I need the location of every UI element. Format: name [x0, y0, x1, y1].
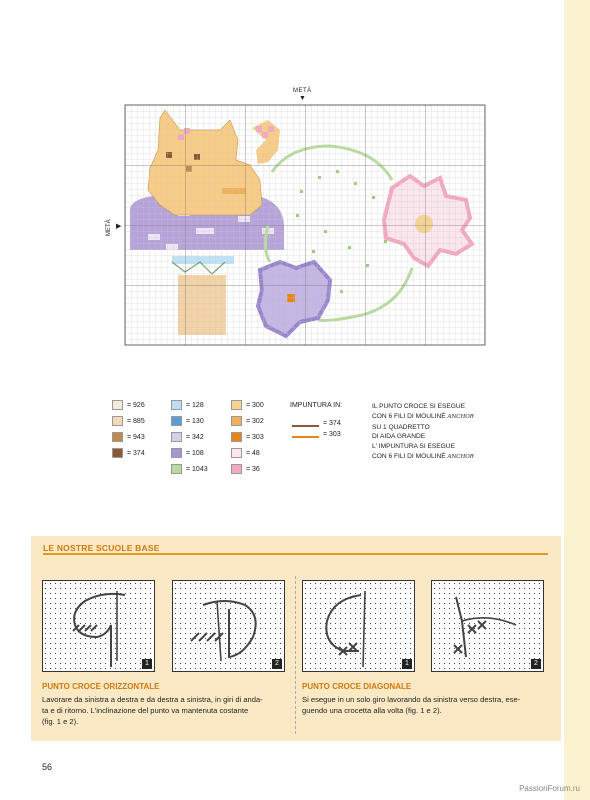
note-line: L' IMPUNTURA SI ESEGUE [372, 443, 455, 451]
color-swatch [171, 432, 182, 442]
horizontal-stitch-title: PUNTO CROCE ORIZZONTALE [42, 682, 160, 691]
figure-number: 2 [531, 659, 541, 669]
diagonal-stitch-title: PUNTO CROCE DIAGONALE [302, 682, 412, 691]
horizontal-stitch-text: Lavorare da sinistra a destra e da destra a sinistra, in giri di anda- ta e di ritorno. L'inclinazione del punto va mantenuta costante (fig. 1 e 2). [42, 695, 263, 726]
center-marker-left: METÀ [106, 219, 112, 236]
color-swatch [231, 432, 242, 442]
color-swatch [171, 416, 182, 426]
legend-item: = 1043 [171, 464, 208, 474]
stitch-diagram [432, 581, 545, 673]
cross-stitch-pattern [0, 0, 590, 360]
legend-item: = 374 [112, 448, 145, 458]
color-swatch [231, 416, 242, 426]
note-line: SU 1 QUADRETTO [372, 423, 430, 431]
legend-item: = 128 [171, 400, 204, 410]
figure-diagonal-1 [302, 580, 415, 672]
section-rule [43, 553, 548, 555]
anchor-logo: ANCHOR [447, 413, 474, 420]
anchor-logo: ANCHOR [447, 453, 474, 460]
backstitch-line [292, 425, 319, 427]
column-divider [295, 576, 296, 734]
color-swatch [112, 432, 123, 442]
figure-horizontal-1 [42, 580, 155, 672]
note-line: DI AIDA GRANDE [372, 433, 426, 441]
legend-item: = 342 [171, 432, 204, 442]
figure-number: 1 [402, 659, 412, 669]
color-swatch [231, 400, 242, 410]
note-line: IL PUNTO CROCE SI ESEGUE [372, 403, 466, 410]
right-arrow-icon: ▶ [116, 223, 122, 230]
watermark: PassionForum.ru [519, 784, 580, 793]
stitch-diagram [43, 581, 156, 673]
color-swatch [231, 448, 242, 458]
color-swatch [112, 448, 123, 458]
center-marker-top: METÀ [293, 88, 312, 94]
color-swatch [231, 464, 242, 474]
legend-item: = 130 [171, 416, 204, 426]
down-arrow-icon: ▼ [299, 95, 306, 102]
color-swatch [112, 416, 123, 426]
figure-diagonal-2 [431, 580, 544, 672]
backstitch-line [292, 436, 319, 438]
stitch-instructions [372, 402, 474, 463]
legend-item: = 36 [231, 464, 260, 474]
note-line: CON 6 FILI DI MOULINÈ ANCHOR [372, 412, 474, 420]
legend-item: = 303 [231, 432, 264, 442]
legend-item: = 885 [112, 416, 145, 426]
page-number: 56 [42, 762, 53, 772]
note-line: CON 6 FILI DI MOULINÈ ANCHOR [372, 452, 474, 460]
legend-item: = 108 [171, 448, 204, 458]
figure-number: 1 [142, 659, 152, 669]
legend-item: = 943 [112, 432, 145, 442]
diagonal-stitch-text: Si esegue in un solo giro lavorando da sinistra verso destra, ese- guendo una crocetta alla volta (fig. 1 e 2). [302, 695, 521, 715]
backstitch-label: = 303 [323, 431, 341, 438]
legend-item: = 302 [231, 416, 264, 426]
legend-item: = 48 [231, 448, 260, 458]
legend-item: = 300 [231, 400, 264, 410]
figure-horizontal-2 [172, 580, 285, 672]
legend-item: = 926 [112, 400, 145, 410]
section-title: LE NOSTRE SCUOLE BASE [43, 543, 160, 553]
backstitch-label: = 374 [323, 420, 341, 427]
color-swatch [171, 448, 182, 458]
stitch-diagram [173, 581, 286, 673]
backstitch-title: IMPUNTURA IN: [290, 402, 343, 409]
color-swatch [112, 400, 123, 410]
stitch-diagram [303, 581, 416, 673]
figure-number: 2 [272, 659, 282, 669]
color-swatch [171, 464, 182, 474]
color-swatch [171, 400, 182, 410]
